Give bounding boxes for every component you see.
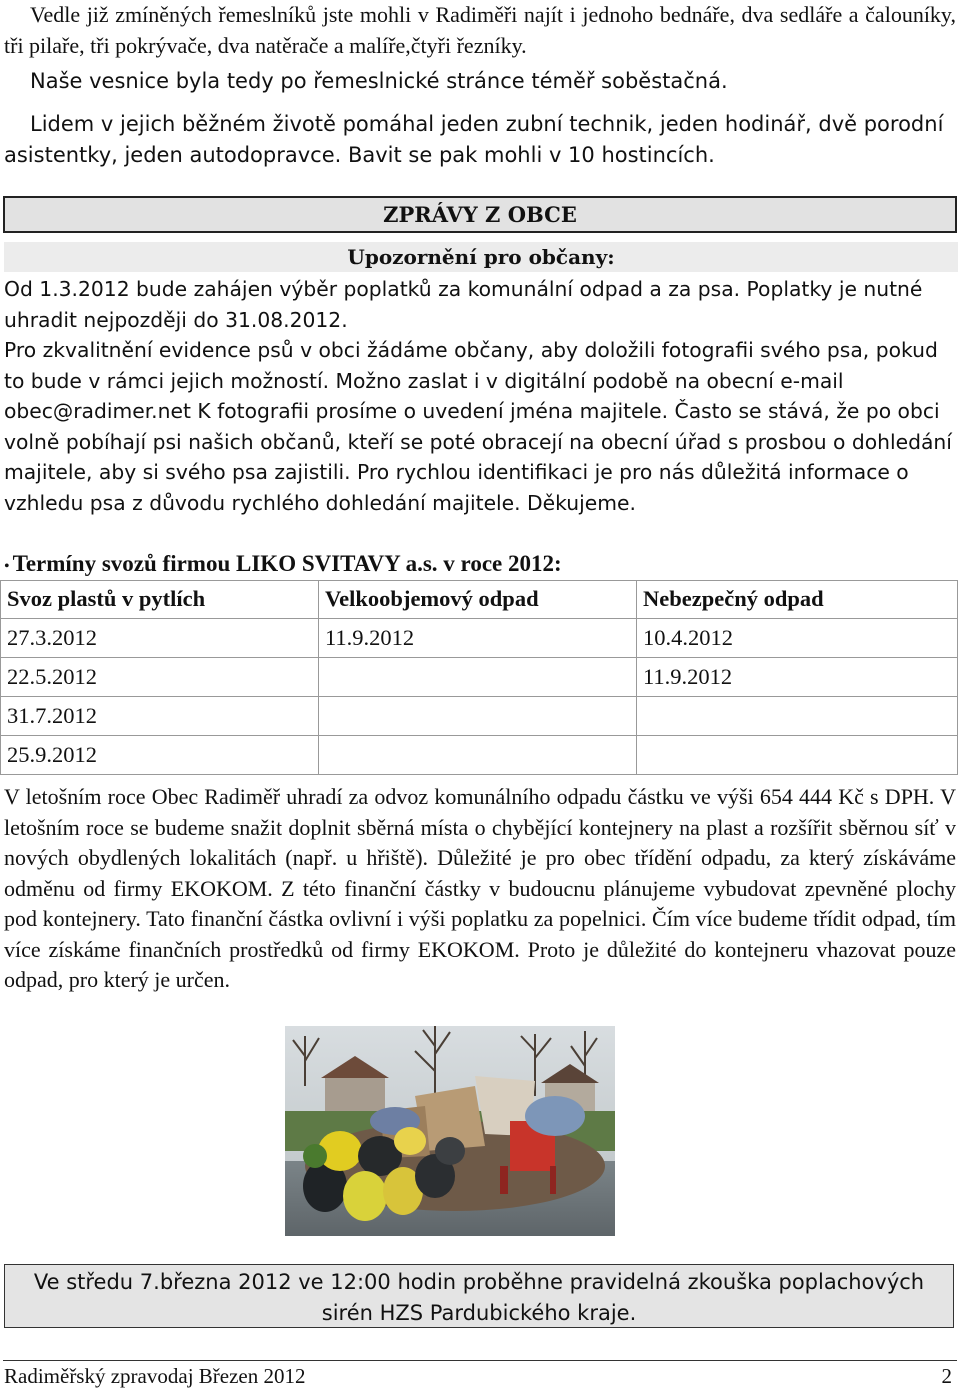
notice-paragraph-dogs: Pro zkvalitnění evidence psů v obci žádáme občany, aby doložili fotografii svého psa, pokud to bude v rámci jejich možností. Možno zaslat i v digitální podobě na obecní e-mail obec@radimer.net K fotografii prosíme o uvedení jména majitele. Často se stává, že po obci volně pobíhají psi našich občanů, kteří se poté obracejí na obecní úřad s prosbou o dohledání majitele, aby si svého psa zajistili. Pro rychlou identifikaci je pro nás důležitá informace o vzhledu psa z důvodu rychlého dohledání majitele. Děkujeme. — [4, 338, 952, 515]
bullet-icon: • — [4, 558, 10, 575]
column-header-hazardous: Nebezpečný odpad — [637, 581, 958, 619]
intro-paragraph-3: Lidem v jejich běžném životě pomáhal jeden zubní technik, jeden hodinář, dvě porodní asistentky, jeden autodopravce. Bavit se pak mohli v 10 hostincích. — [4, 112, 944, 167]
collection-table — [0, 580, 958, 775]
notice-paragraph-fees: Od 1.3.2012 bude zahájen výběr poplatků za komunální odpad a za psa. Poplatky je nutné uhradit nejpozději do 31.08.2012. — [4, 277, 923, 332]
column-header-bulky: Velkoobjemový odpad — [319, 581, 637, 619]
table-row — [1, 619, 958, 658]
footer-title: Radiměřský zpravodaj Březen 2012 — [4, 1364, 306, 1388]
fees-paragraph: V letošním roce Obec Radiměř uhradí za odvoz komunálního odpadu částku ve výši 654 444 Kč s DPH. V letošním roce se budeme snažit doplnit sběrná místa o chybějící kontejnery na plast a rozšířit sběrnou síť v nových obydlených lokalitách (např. u hřiště). Důležité je pro obec třídění odpadu, za který získáváme odměnu od firmy EKOKOM. Z této finanční částky v budoucnu plánujeme vybudovat zpevněné plochy pod kontejnery. Tato finanční částka ovlivní i výši poplatku za popelnici. Čím více budeme třídit odpad, tím více získáme finančních prostředků od firmy EKOKOM. Proto je důležité do kontejneru vhazovat pouze odpad, pro který je určen. — [4, 784, 956, 992]
table-cell: 11.9.2012 — [637, 658, 958, 697]
table-cell: 27.3.2012 — [1, 619, 319, 658]
column-header-plastics: Svoz plastů v pytlích — [1, 581, 319, 619]
siren-line-2: sirén HZS Pardubického kraje. — [321, 1300, 637, 1325]
table-cell: 11.9.2012 — [319, 619, 637, 658]
table-cell — [637, 697, 958, 736]
table-header-row — [1, 581, 958, 619]
section-title: ZPRÁVY Z OBCE — [3, 196, 957, 233]
collection-heading — [4, 549, 956, 582]
collection-heading-text: Termíny svozů firmou LIKO SVITAVY a.s. v roce 2012: — [12, 551, 562, 576]
table-cell — [319, 658, 637, 697]
table-cell: 31.7.2012 — [1, 697, 319, 736]
siren-line-1: Ve středu 7.března 2012 ve 12:00 hodin proběhne pravidelná zkouška poplachových — [33, 1270, 925, 1294]
table-cell: 25.9.2012 — [1, 736, 319, 775]
footer-divider — [3, 1360, 957, 1361]
table-row — [1, 658, 958, 697]
table-row — [1, 697, 958, 736]
page-number: 2 — [941, 1364, 952, 1388]
siren-test-notice — [4, 1264, 954, 1328]
table-cell: 10.4.2012 — [637, 619, 958, 658]
intro-paragraph-1: Vedle již zmíněných řemeslníků jste mohli v Radiměři najít i jednoho bednáře, dva sedláře a čalouníky, tři pilaře, tři pokrývače, dva natěrače a malíře,čtyři řezníky. — [4, 2, 956, 58]
table-row — [1, 736, 958, 775]
intro-paragraph-2: Naše vesnice byla tedy po řemeslnické stránce téměř soběstačná. — [30, 69, 728, 93]
table-cell: 22.5.2012 — [1, 658, 319, 697]
table-cell — [319, 697, 637, 736]
notice-title: Upozornění pro občany: — [4, 242, 958, 272]
waste-pile-photo — [285, 1026, 615, 1236]
table-cell — [637, 736, 958, 775]
notice-body — [4, 274, 954, 518]
table-cell — [319, 736, 637, 775]
